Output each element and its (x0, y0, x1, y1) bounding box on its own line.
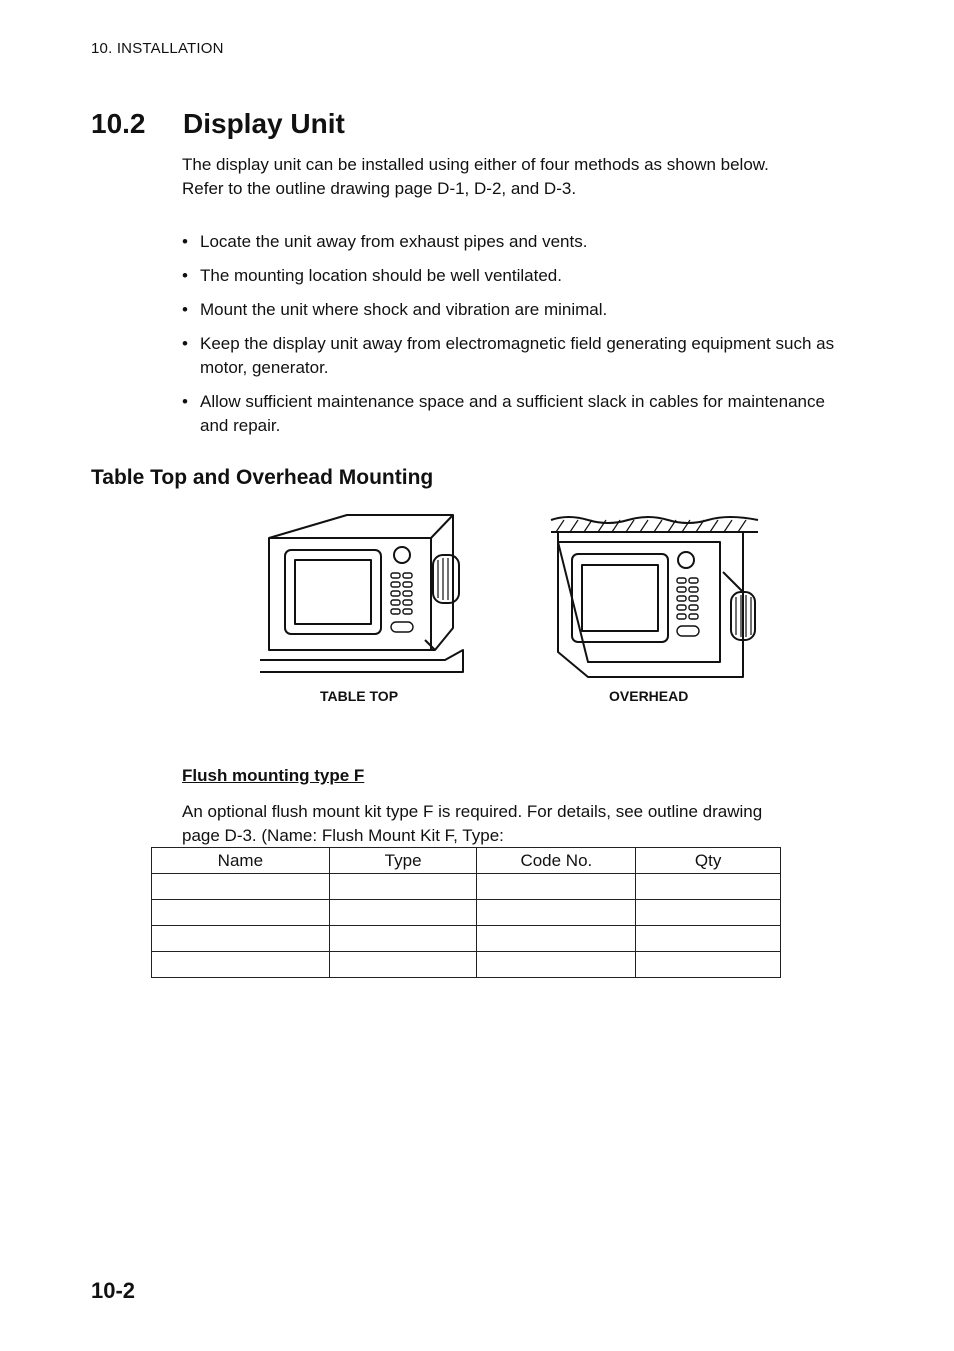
table-cell (152, 874, 330, 900)
flush-mounting-paragraph (182, 800, 842, 848)
parts-table (151, 847, 781, 978)
table-cell (152, 900, 330, 926)
flush-mounting-title: Flush mounting type F (182, 766, 365, 785)
display-unit-overhead-icon (548, 512, 763, 684)
section-title (91, 108, 345, 140)
table-cell (636, 874, 781, 900)
table-cell (477, 900, 636, 926)
list-item: • Locate the unit away from exhaust pipes and vents. (182, 230, 842, 254)
column-header-qty: Qty (636, 848, 781, 874)
figure-caption-overhead: OVERHEAD (609, 688, 689, 704)
intro-line-1: The display unit can be installed using either of four methods as shown below. (182, 155, 769, 174)
list-item: • The mounting location should be well ventilated. (182, 264, 842, 288)
table-cell (636, 900, 781, 926)
page-number: 10-2 (91, 1278, 136, 1303)
flush-line-2: page D-3. (Name: Flush Mount Kit F, Type: (182, 826, 504, 845)
table-cell (152, 952, 330, 978)
table-cell (477, 874, 636, 900)
column-header-type: Type (329, 848, 477, 874)
table-row (152, 900, 781, 926)
intro-line-2: Refer to the outline drawing page D-1, D-2, and D-3. (182, 179, 577, 198)
intro-paragraph (182, 153, 842, 201)
table-cell (477, 952, 636, 978)
table-cell (636, 952, 781, 978)
table-cell (329, 952, 477, 978)
table-cell (329, 926, 477, 952)
running-head: 10. INSTALLATION (91, 40, 224, 57)
table-row (152, 926, 781, 952)
table-cell (152, 926, 330, 952)
subsection-title: Table Top and Overhead Mounting (91, 466, 434, 489)
section-title-text: Display Unit (183, 108, 345, 139)
list-item: • Allow sufficient maintenance space and a sufficient slack in cables for maintenance and repair. (182, 390, 842, 438)
table-row (152, 874, 781, 900)
list-item: • Mount the unit where shock and vibration are minimal. (182, 298, 842, 322)
installation-guidelines-list (182, 230, 842, 448)
column-header-name: Name (152, 848, 330, 874)
table-cell (329, 874, 477, 900)
figure-caption-table-top: TABLE TOP (320, 688, 399, 704)
table-cell (636, 926, 781, 952)
column-header-code: Code No. (477, 848, 636, 874)
table-cell (477, 926, 636, 952)
list-item: • Keep the display unit away from electromagnetic field generating equipment such as motor, generator. (182, 332, 842, 380)
table-cell (329, 900, 477, 926)
flush-line-1: An optional flush mount kit type F is required. For details, see outline drawing (182, 802, 763, 821)
section-number: 10.2 (91, 108, 146, 139)
table-row (152, 952, 781, 978)
display-unit-table-top-icon (255, 510, 470, 680)
table-header-row (152, 848, 781, 874)
